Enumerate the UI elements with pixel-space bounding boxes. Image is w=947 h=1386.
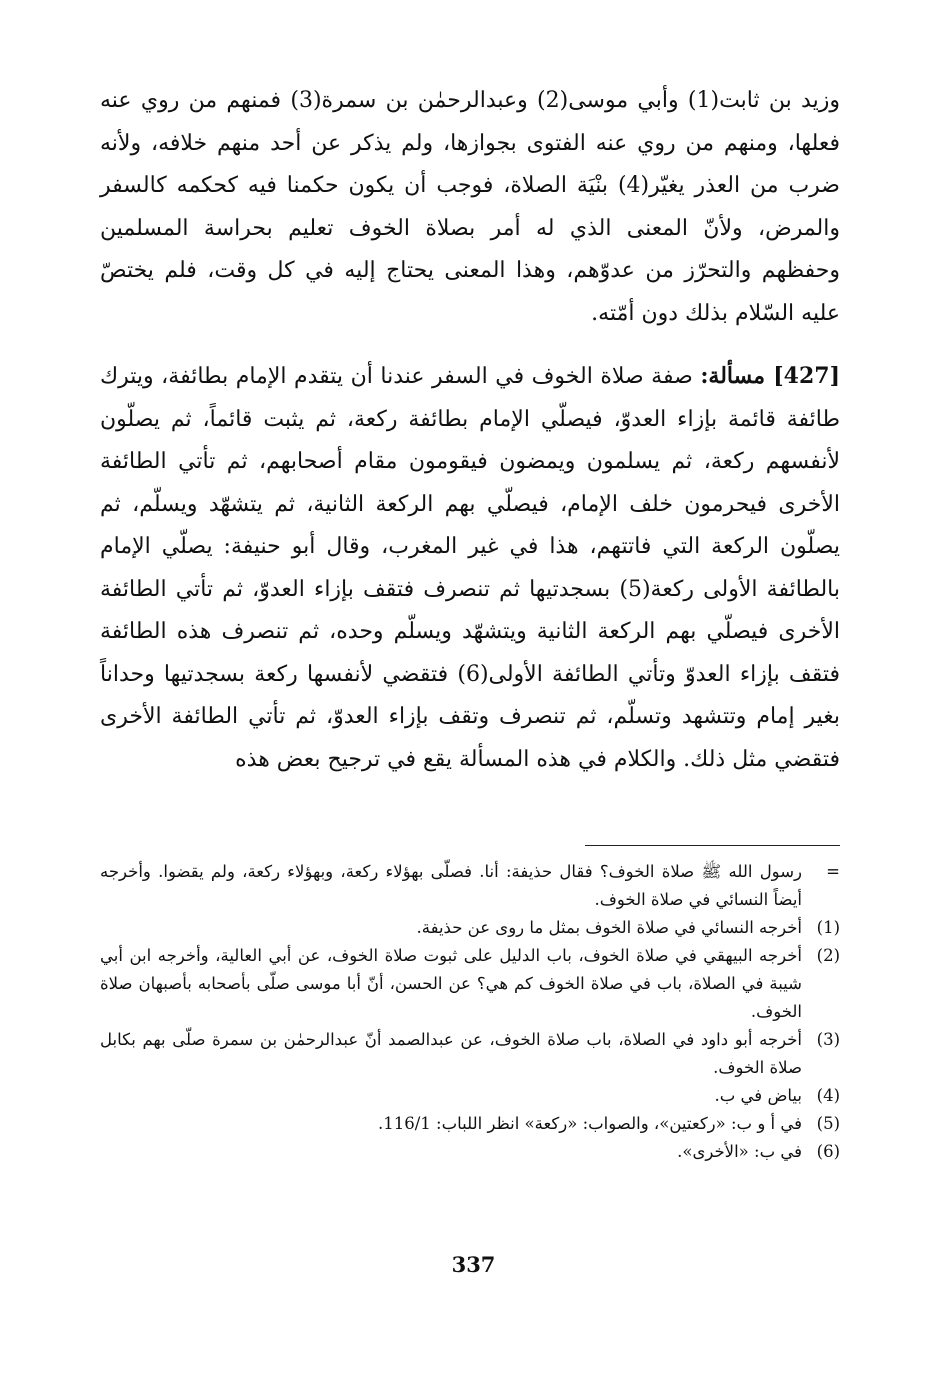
footnote-text: في أ و ب: «ركعتين»، والصواب: «ركعة» انظر اللباب: 116/1.: [377, 1114, 802, 1133]
footnote-1: [100, 914, 840, 942]
footnote-continuation: [100, 858, 840, 914]
footnote-marker: (2): [816, 946, 840, 965]
footnote-6: [100, 1138, 840, 1166]
footnote-marker: (3): [816, 1030, 840, 1049]
footnote-text: رسول الله ﷺ صلاة الخوف؟ فقال حذيفة: أنا. فصلّى بهؤلاء ركعة، وبهؤلاء ركعة، ولم يقضوا. وأخرجه أيضاً النسائي في صلاة الخوف.: [100, 862, 802, 909]
footnote-divider: [585, 845, 840, 846]
footnote-5: [100, 1110, 840, 1138]
footnote-text: أخرجه أبو داود في الصلاة، باب صلاة الخوف، عن عبدالصمد أنّ عبدالرحمٰن بن سمرة صلّى بهم بكابل صلاة الخوف.: [100, 1030, 802, 1077]
issue-number: [427] مسألة:: [700, 363, 840, 389]
footnote-marker: (5): [816, 1114, 840, 1133]
footnote-text: أخرجه النسائي في صلاة الخوف بمثل ما روى عن حذيفة.: [416, 918, 802, 937]
footnote-3: [100, 1026, 840, 1082]
paragraph-1: وزيد بن ثابت(1) وأبي موسى(2) وعبدالرحمٰن بن سمرة(3) فمنهم من روي عنه فعلها، ومنهم من روي عنه الفتوى بجوازها، ولم يذكر عن أحد منهم خلافه، ولأنه ضرب من العذر يغيّر(4) بنْيَة الصلاة، فوجب أن يكون حكمنا فيه كحكمه كالسفر والمرض، ولأنّ المعنى الذي له أمر بصلاة الخوف تعليم بحراسة المسلمين وحفظهم والتحرّز من عدوّهم، وهذا المعنى يحتاج إليه في كل وقت، فلم يختصّ عليه السّلام بذلك دون أمّته.: [100, 88, 840, 326]
page-number: 337: [451, 1252, 496, 1277]
footnote-2: [100, 942, 840, 1026]
paragraph-2-text: صفة صلاة الخوف في السفر عندنا أن يتقدم الإمام بطائفة، ويترك طائفة قائمة بإزاء العدوّ، فيصلّي الإمام بطائفة ركعة، ثم يثبت قائماً، ثم يصلّون لأنفسهم ركعة، ثم يسلمون ويمضون فيقومون مقام أصحابهم، ثم تأتي الطائفة الأخرى فيحرمون خلف الإمام، فيصلّي بهم الركعة الثانية، ثم يتشهّد ويسلّم، ثم يصلّون الركعة التي فاتتهم، هذا في غير المغرب، وقال أبو حنيفة: يصلّي الإمام بالطائفة الأولى ركعة(5) بسجدتيها ثم تنصرف فتقف بإزاء العدوّ، ثم تأتي الطائفة الأخرى فيصلّي بهم الركعة الثانية ويتشهّد ويسلّم وحده، ثم تنصرف هذه الطائفة فتقف بإزاء العدوّ وتأتي الطائفة الأولى(6) فتقضي لأنفسها ركعة بسجدتيها وحداناً بغير إمام وتتشهد وتسلّم، ثم تنصرف وتقف بإزاء العدوّ، ثم تأتي الطائفة الأخرى فتقضي مثل ذلك. والكلام في هذه المسألة يقع في ترجيح بعض هذه: [100, 364, 840, 772]
paragraph-2: [100, 355, 840, 781]
footnote-marker: (4): [816, 1086, 840, 1105]
footnote-marker: =: [826, 862, 840, 881]
footnote-marker: (1): [816, 918, 840, 937]
footnote-text: أخرجه البيهقي في صلاة الخوف، باب الدليل على ثبوت صلاة الخوف، عن أبي العالية، وأخرجه ابن أبي شيبة في الصلاة، باب في صلاة الخوف كم هي؟ عن الحسن، أنّ أبا موسى صلّى بأصحابه بأصبهان صلاة الخوف.: [100, 946, 802, 1021]
footnote-4: [100, 1082, 840, 1110]
footnotes: [100, 858, 840, 1166]
footnote-marker: (6): [816, 1142, 840, 1161]
footnote-text: في ب: «الأخرى».: [677, 1142, 802, 1161]
main-text: [100, 80, 840, 781]
footnote-text: بياض في ب.: [714, 1086, 802, 1105]
